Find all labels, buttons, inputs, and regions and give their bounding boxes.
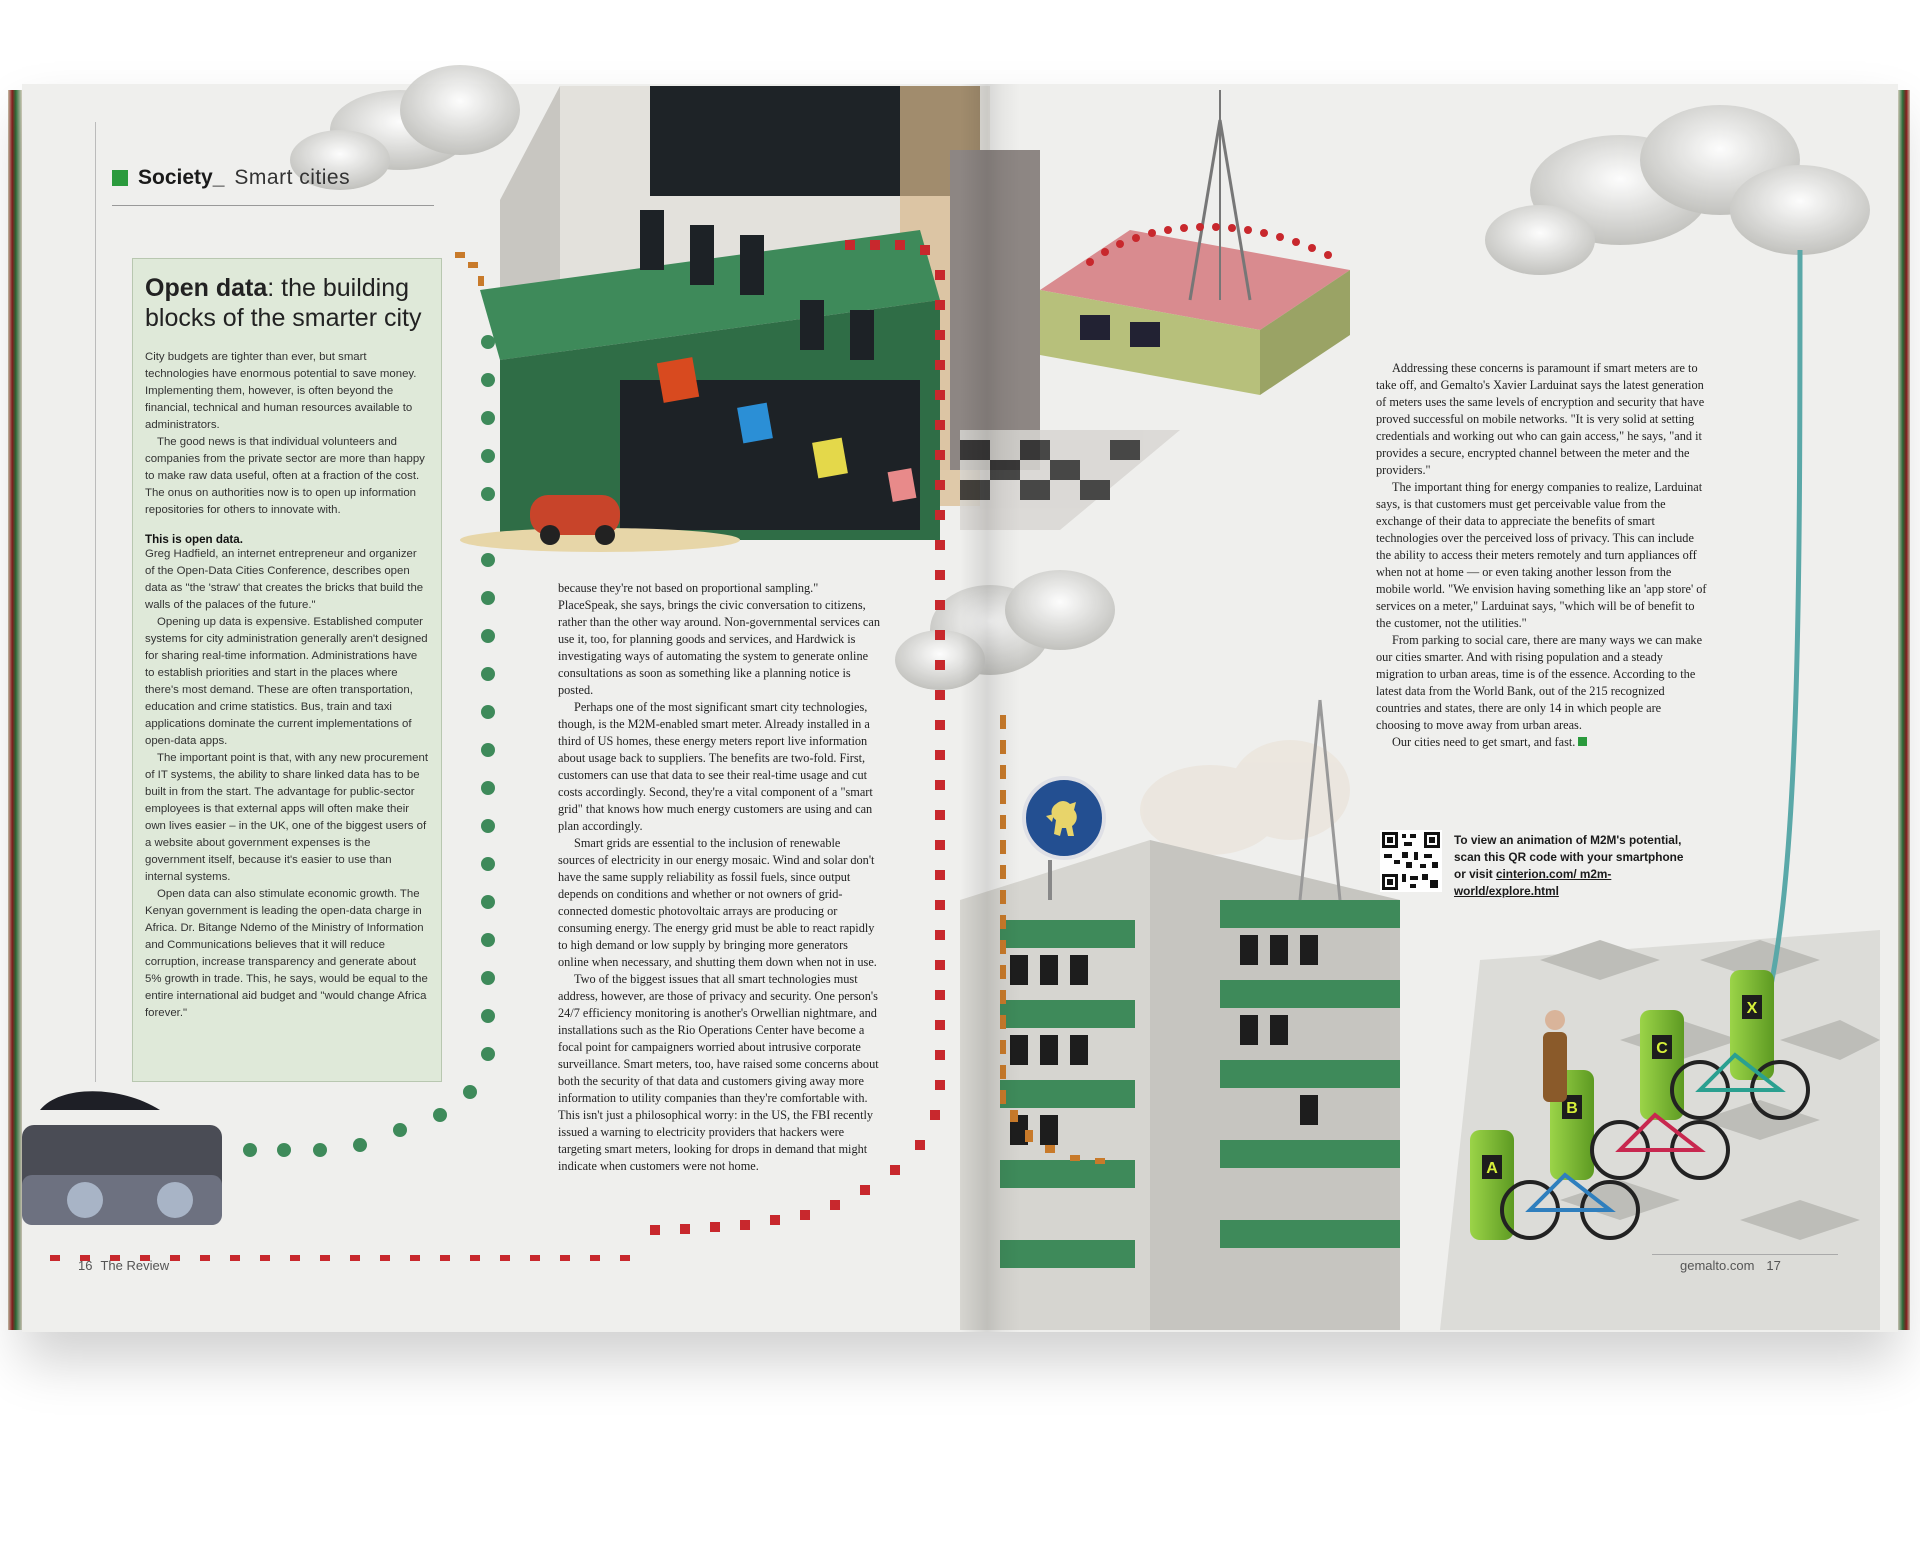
header-rule [112,205,434,206]
station-label: X [1746,1000,1758,1017]
vehicle-illustration [22,1091,222,1225]
section-square-icon [112,170,128,186]
body-paragraph: Smart grids are essential to the inclusion of renewable sources of electricity in our energy mosaic. Wind and solar don't have the same supply reliability as fossil fuels, since output depends on conditions and whether or not owners of grid-connected domestic photovoltaic arrays are producing or consuming energy. The energy grid must be able to react rapidly to high demand or low supply by bringing more generators online when necessary, and shutting them down when not in use. [558,836,877,969]
cloud-icon [1140,740,1350,855]
closing-sentence: Our cities need to get smart, and fast. [1392,735,1576,749]
body-paragraph: Addressing these concerns is paramount if smart meters are to take off, and Gemalto's Xavier Larduinat says the latest generation of meters uses the same levels of encryption and security that have proved successful on mobile networks. "It is very solid at setting credentials and working out who can gain access," he says, "and it provides a secure, encrypted channel between the meter and the providers." [1376,361,1705,477]
pedestrian-figure [1543,1010,1567,1102]
station-label: A [1486,1160,1498,1177]
section-subtitle: Smart cities [234,166,351,189]
end-mark-icon [1578,737,1587,746]
sidebar-paragraph: The important point is that, with any new procurement of IT systems, the ability to share linked data has to be built in from the start. The advantage for public-sector employees is that external apps will often make their own lives easier – in the UK, one of the biggest users of a website about government expenses is the government itself, because it's easier to use than internal systems. [145,752,428,883]
website-url[interactable]: gemalto.com [1680,1258,1755,1273]
body-paragraph: Perhaps one of the most significant smart city technologies, though, is the M2M-enabled smart meter. Already installed in a third of US homes, these energy meters report live information about usage back to suppliers. The benefits are two-fold. First, customers can use that data to see their real-time usage and cut costs accordingly. Second, they're a vital component of a "smart grid" that knows how much energy customers are using and can plan accordingly. [558,700,873,833]
qr-caption [1454,832,1684,900]
bike-plaza [1440,930,1880,1330]
body-paragraph: The important thing for energy companies to realize, Larduinat says, is that customers must get perceivable value from the exchange of their data to appreciate the benefits of smart technologies over the perceived loss of privacy. This can include the ability to access their meters remotely and turn appliances off when not at home — or even taking another lesson from the mobile world. "We envision having something like an 'app store' of services on a meter," Larduinat says, "which will be of benefit to the customer, not the utilities." [1376,480,1707,630]
folio-left [78,1258,169,1273]
body-paragraph: Two of the biggest issues that all smart technologies must address, however, are those of privacy and security. One person's 24/7 efficiency monitoring is another's Orwellian nightmare, and installations such as the Rio Operations Center have become a focal point for campaigners worried about intrusive corporate surveillance. Smart meters, too, have raised some concerns about both the security of that data and customers giving away more information to utility companies than they're comfortable with. This isn't just a philosophical worry: in the US, the FBI recently issued a warning to electricity providers that hackers were targeting smart meters, looking for drops in demand that might indicate when customers were not home. [558,972,879,1173]
sidebar-box [132,258,442,1082]
lion-emblem-logo [1022,776,1106,860]
sidebar-paragraph: Opening up data is expensive. Established computer systems for city administration generally aren't designed for sharing real-time information. Administrations have to establish priorities and start in the places where there's most demand. These are often transportation, education and crime statistics. Bus, train and taxi applications dominate the current implementations of open-data apps. [145,616,428,747]
sidebar-paragraph: The good news is that individual volunteers and companies from the private sector are more than happy to make raw data useful, often at a fraction of the cost. The onus on authorities now is to open up information repositories for others to innovate with. [145,436,425,516]
article-column-center [558,580,880,1175]
body-paragraph: From parking to social care, there are many ways we can make our cities smarter. And with rising population and a steady migration to urban areas, time is of the essence. According to the latest data from the World Bank, out of the 215 recognized countries and states, there are only 14 in which people are choosing to move away from urban areas. [1376,633,1703,732]
station-label: B [1566,1100,1578,1117]
sidebar-title [145,273,429,333]
body-paragraph: because they're not based on proportional sampling." PlaceSpeak, she says, brings the civic conversation to citizens, rather than the other way around. Non-governmental services can use it, too, for planning goods and services, and Hardwick is investigating ways of automating the system to generate online consultations as soon as something like a planning notice is posted. [558,581,880,697]
spine-shadow [960,84,1020,1332]
publication-name: The Review [100,1258,170,1273]
body-paragraph [1376,734,1708,751]
sidebar-title-bold: Open data [145,274,268,302]
article-column-right [1376,360,1708,751]
sidebar-paragraph: Open data can also stimulate economic growth. The Kenyan government is leading the open-data charge in Africa. Dr. Bitange Ndemo of the Ministry of Information and Communications believes that it will reduce corruption, increase transparency and generate about 5% growth in trade. This, he says, would be equal to the entire international aid budget and "would change Africa forever." [145,888,428,1019]
folio-right [1680,1258,1781,1273]
station-label: C [1656,1040,1668,1057]
section-name: Society_ [138,166,225,189]
cloud-icon [1485,105,1870,275]
qr-link[interactable]: cinterion.com/ m2m-world/explore.html [1454,867,1612,898]
sidebar-paragraph: Greg Hadfield, an internet entrepreneur and organizer of the Open-Data Cities Conference, describes open data as "the 'straw' that creates the bricks that build the walls of the palaces of the future." [145,548,424,611]
section-header [112,166,350,190]
lion-icon [1036,790,1092,846]
office-building [460,86,990,552]
margin-rule [95,122,96,1082]
qr-caption-text: To view an animation of M2M's potential, scan this QR code with your smartphone or visit [1454,833,1684,881]
qr-code[interactable] [1380,830,1442,892]
sidebar-paragraph: City budgets are tighter than ever, but smart technologies have enormous potential to save money. Implementing them, however, is often beyond the financial, technical and human resources available to administrators. [145,351,417,431]
page-number-left: 16 [78,1258,93,1273]
sidebar-title-rest: : the building blocks of the smarter city [145,274,422,332]
folio-rule [1652,1254,1838,1255]
sidebar-subhead: This is open data. [145,533,243,546]
page-number-right: 17 [1766,1258,1781,1273]
